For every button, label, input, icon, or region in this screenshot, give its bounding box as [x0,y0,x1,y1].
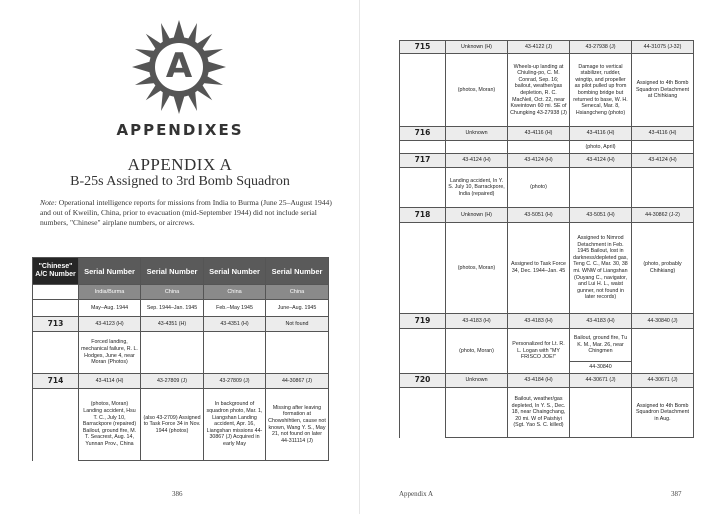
table-row [400,127,694,141]
empty-cell [400,141,446,154]
note-cell: (also 43-2709) Assigned to Task Force 34 in Nov. 1944 (photos) [141,389,204,461]
note-cell [446,141,508,154]
corner-header: "Chinese" A/C Number [33,258,79,285]
table-row [400,388,694,438]
table-row [400,329,694,362]
note-cell [632,329,694,374]
table-row [400,314,694,329]
table-row [400,208,694,223]
serial-cell: 43-27809 (J) [204,374,266,389]
appendixes-heading: APPENDIXES [116,121,244,139]
note-cell: (photo) [508,168,570,208]
serial-cell: Unknown [446,127,508,141]
aircraft-number: 713 [33,317,79,332]
serial-cell: 44-30840 [570,362,632,374]
aircraft-number: 719 [400,314,446,329]
note-paragraph [40,198,340,228]
note-cell: (photos, Moran) [446,54,508,127]
page-title: APPENDIX A [127,155,233,174]
empty-cell [400,54,446,127]
serial-cell: 43-4183 (H) [446,314,508,329]
note-cell: Assigned to 4th Bomb Squadron Detachment in Aug. [632,388,694,438]
empty-cell [33,300,79,317]
note-cell: Assigned to Nimrod Detachment in Feb. 1945 Bailout, lost in darkness/depleted gas, Teng C. C., Mar. 30, 38 mi. WNW of Liangshan (Ouyang C., navigator, and Lui H. L., waist gunner, not found in later records) [570,223,632,314]
aircraft-number: 717 [400,154,446,168]
serial-cell: 43-4183 (H) [508,314,570,329]
serial-cell: 43-4116 (H) [508,127,570,141]
column-header: Serial Number [204,258,266,285]
serial-cell: 43-4116 (H) [570,127,632,141]
note-cell: Missing after leaving formation at Chowshihtien, cause not known, Wang Y. S., May 21, not found on later 44-311114 (J) [266,389,329,461]
serial-cell: 43-4351 (H) [141,317,204,332]
page-number: 386 [172,490,183,498]
empty-cell [400,388,446,438]
note-cell [446,388,508,438]
table-row [400,168,694,208]
note-cell: Damage to vertical stabilizer, rudder, wingtip, and propeller as pilot pulled up from bombing bridge but returned to base, W. H. Senecal, Mar. 8, Hsiangcheng (photo) [570,54,632,127]
note-cell: (photos, Moran) Landing accident, Hsu T. C., July 10, Barrackpore (repaired) Bailout, ground fire, M. T. Seacrest, Aug. 14, Yunnan Prov., China [79,389,141,461]
column-header: Serial Number [141,258,204,285]
serial-cell: Unknown (H) [446,41,508,54]
table-row [400,54,694,127]
serial-cell: 43-5051 (H) [508,208,570,223]
column-header: Serial Number [266,258,329,285]
serial-cell: 44-31075 (J-32) [632,41,694,54]
serial-cell: 43-4124 (H) [446,154,508,168]
serial-cell: 44-30867 (J) [266,374,329,389]
table-row [400,141,694,154]
serial-cell: 43-4116 (H) [632,127,694,141]
note-cell [266,332,329,374]
running-footer: Appendix A [399,490,434,498]
note-cell [141,332,204,374]
note-cell: Assigned to Task Force 34, Dec. 1944–Jan. 45 [508,223,570,314]
note-cell: Landing accident, In Y. S. July 10, Barrackpore, India (repaired) [446,168,508,208]
empty-cell [33,285,79,300]
note-cell: Wheels-up landing at Chiuling-po, C. M. Conrad, Sep. 16; bailout, weather/gas depletion, R. C. MacNeil, Oct. 22, near Kweintown 60 mi. SE of Chungking 43-27938 (J) [508,54,570,127]
date-cell: June–Aug. 1945 [266,300,329,317]
table-row [33,317,329,332]
serial-cell: 43-4114 (H) [79,374,141,389]
page-number: 387 [671,490,682,498]
aircraft-table-left [32,257,329,461]
note-cell [570,388,632,438]
note-cell [632,141,694,154]
serial-cell: 43-4123 (H) [79,317,141,332]
table-row [33,374,329,389]
note-cell: (photo, April) [570,141,632,154]
note-cell: (photos, Moran) [446,223,508,314]
empty-cell [400,362,446,374]
empty-cell [33,332,79,374]
serial-cell: 43-4124 (H) [570,154,632,168]
emblem-letter: A [165,46,193,86]
table-row [33,389,329,461]
location-cell: China [266,285,329,300]
note-cell: Bailout, weather/gas depleted, In Y. S., Dec. 18, near Chaingchang, 20 mi. W of Paishiyi (Sgt. Yao S. C. killed) [508,388,570,438]
empty-cell [400,223,446,314]
table-row [33,332,329,374]
serial-cell: 43-27809 (J) [141,374,204,389]
note-cell: Personalized for Lt. R. L. Logan with "MY FRISCO JOE!" [508,329,570,374]
serial-cell: 44-30671 (J) [570,374,632,388]
note-cell: Bailout, ground fire, Tu K. M., Mar. 26, near Chingmen [570,329,632,362]
serial-cell: 43-4183 (H) [570,314,632,329]
serial-cell: 43-4184 (H) [508,374,570,388]
serial-cell: 43-4124 (H) [632,154,694,168]
date-cell: May–Aug. 1944 [79,300,141,317]
serial-cell: 43-4351 (H) [204,317,266,332]
serial-cell: Unknown (H) [446,208,508,223]
note-cell: Forced landing, mechanical failure, R. L. Hodges, June 4, near Moran (Photos) [79,332,141,374]
serial-cell: 43-4122 (J) [508,41,570,54]
empty-cell [400,329,446,362]
serial-cell: 44-30840 (J) [632,314,694,329]
note-cell [204,332,266,374]
table-row [400,154,694,168]
location-cell: China [141,285,204,300]
aircraft-number: 714 [33,374,79,389]
note-cell: In background of squadron photo, Mar. 1, Liangshan Landing accident, Apr. 16, Liangshan missions 44-30867 (J) Acquired in early May [204,389,266,461]
aircraft-number: 715 [400,41,446,54]
column-header: Serial Number [79,258,141,285]
aircraft-number: 718 [400,208,446,223]
note-lead: Note: [40,198,57,207]
aircraft-number: 720 [400,374,446,388]
aircraft-number: 716 [400,127,446,141]
serial-cell: Unknown [446,374,508,388]
serial-cell: 43-27938 (J) [570,41,632,54]
page-subtitle: B-25s Assigned to 3rd Bomb Squadron [70,174,290,189]
aircraft-table-right [399,40,694,438]
note-cell [570,168,632,208]
note-cell: Assigned to 4th Bomb Squadron Detachment at Chihkiang [632,54,694,127]
serial-cell: 43-4124 (H) [508,154,570,168]
date-cell: Feb.–May 1945 [204,300,266,317]
serial-cell: 44-30862 (J-2) [632,208,694,223]
note-cell [508,141,570,154]
table-row [400,374,694,388]
right-page [361,0,720,514]
table-row [400,223,694,314]
location-cell: China [204,285,266,300]
note-cell: (photo, Moran) [446,329,508,374]
location-cell: India/Burma [79,285,141,300]
table-row [400,41,694,54]
note-text: Operational intelligence reports for missions from India to Burma (June 25–August 1944) and out of Kweilin, China, prior to evacuation (mid-September 1944) did not include serial numbers, "Chinese" airplane numbers, or aircrews. [40,198,332,227]
empty-cell [400,168,446,208]
note-cell: (photo, probably Chihkiang) [632,223,694,314]
note-cell [632,168,694,208]
serial-cell: 43-5051 (H) [570,208,632,223]
empty-cell [33,389,79,461]
serial-cell: 44-30671 (J) [632,374,694,388]
serial-cell: Not found [266,317,329,332]
date-cell: Sep. 1944–Jan. 1945 [141,300,204,317]
